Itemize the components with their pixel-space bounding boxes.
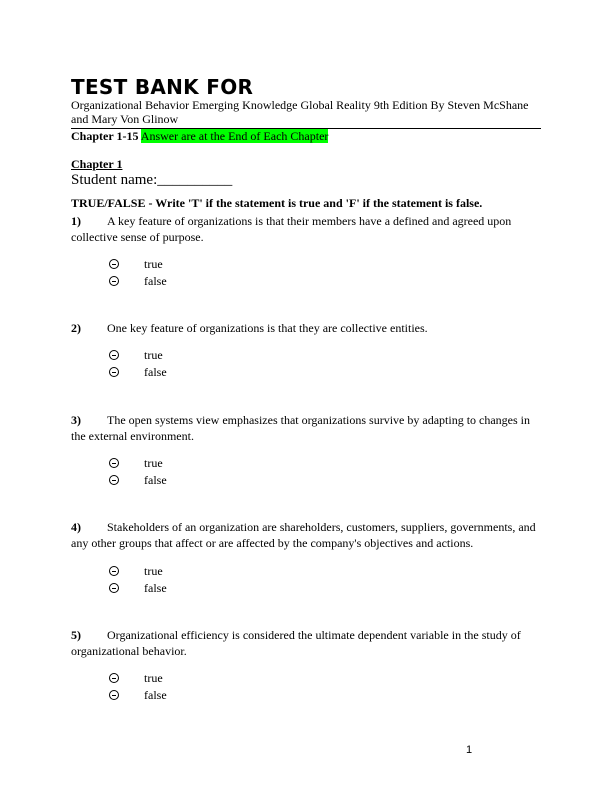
question-text: Organizational efficiency is considered the ultimate dependent variable in the study of organizational behavior. <box>71 628 521 658</box>
option-label: true <box>144 348 163 362</box>
question-text: The open systems view emphasizes that organizations survive by adapting to changes in the external environment. <box>71 413 531 443</box>
question-text: One key feature of organizations is that they are collective entities. <box>107 321 428 335</box>
radio-icon[interactable] <box>109 583 119 593</box>
option-label: true <box>144 257 163 271</box>
radio-icon[interactable] <box>109 276 119 286</box>
chapter-range: Chapter 1-15 <box>71 129 139 143</box>
option-label: false <box>144 688 167 702</box>
question-2 <box>71 320 541 336</box>
radio-icon[interactable] <box>109 367 119 377</box>
question-number: 3) <box>71 413 81 427</box>
answer-note-highlight: Answer are at the End of Each Chapter <box>140 129 329 143</box>
page-number: 1 <box>466 744 473 756</box>
chapter-range-line <box>71 129 328 143</box>
radio-icon[interactable] <box>109 566 119 576</box>
option-label: false <box>144 473 167 487</box>
radio-icon[interactable] <box>109 259 119 269</box>
instructions: TRUE/FALSE - Write 'T' if the statement is true and 'F' if the statement is false. <box>71 196 483 210</box>
question-text: Stakeholders of an organization are shareholders, customers, suppliers, governments, and any other groups that affect or are affected by the company's objectives and actions. <box>71 520 536 550</box>
question-3 <box>71 412 541 444</box>
question-5 <box>71 627 541 659</box>
radio-icon[interactable] <box>109 350 119 360</box>
student-name-field: Student name:__________ <box>71 172 233 188</box>
document-subtitle: Organizational Behavior Emerging Knowledge Global Reality 9th Edition By Steven McShane and Mary Von Glinow <box>71 98 529 126</box>
option-label: false <box>144 365 167 379</box>
radio-icon[interactable] <box>109 458 119 468</box>
option-label: true <box>144 671 163 685</box>
question-number: 1) <box>71 214 81 228</box>
question-number: 2) <box>71 321 81 335</box>
question-1 <box>71 213 541 245</box>
option-label: false <box>144 581 167 595</box>
question-4 <box>71 519 541 551</box>
question-text: A key feature of organizations is that their members have a defined and agreed upon collective sense of purpose. <box>71 214 512 244</box>
option-label: true <box>144 456 163 470</box>
document-title: TEST BANK FOR <box>71 75 254 99</box>
radio-icon[interactable] <box>109 690 119 700</box>
chapter-heading: Chapter 1 <box>71 157 123 171</box>
question-number: 5) <box>71 628 81 642</box>
option-label: true <box>144 564 163 578</box>
radio-icon[interactable] <box>109 673 119 683</box>
radio-icon[interactable] <box>109 475 119 485</box>
option-label: false <box>144 274 167 288</box>
question-number: 4) <box>71 520 81 534</box>
